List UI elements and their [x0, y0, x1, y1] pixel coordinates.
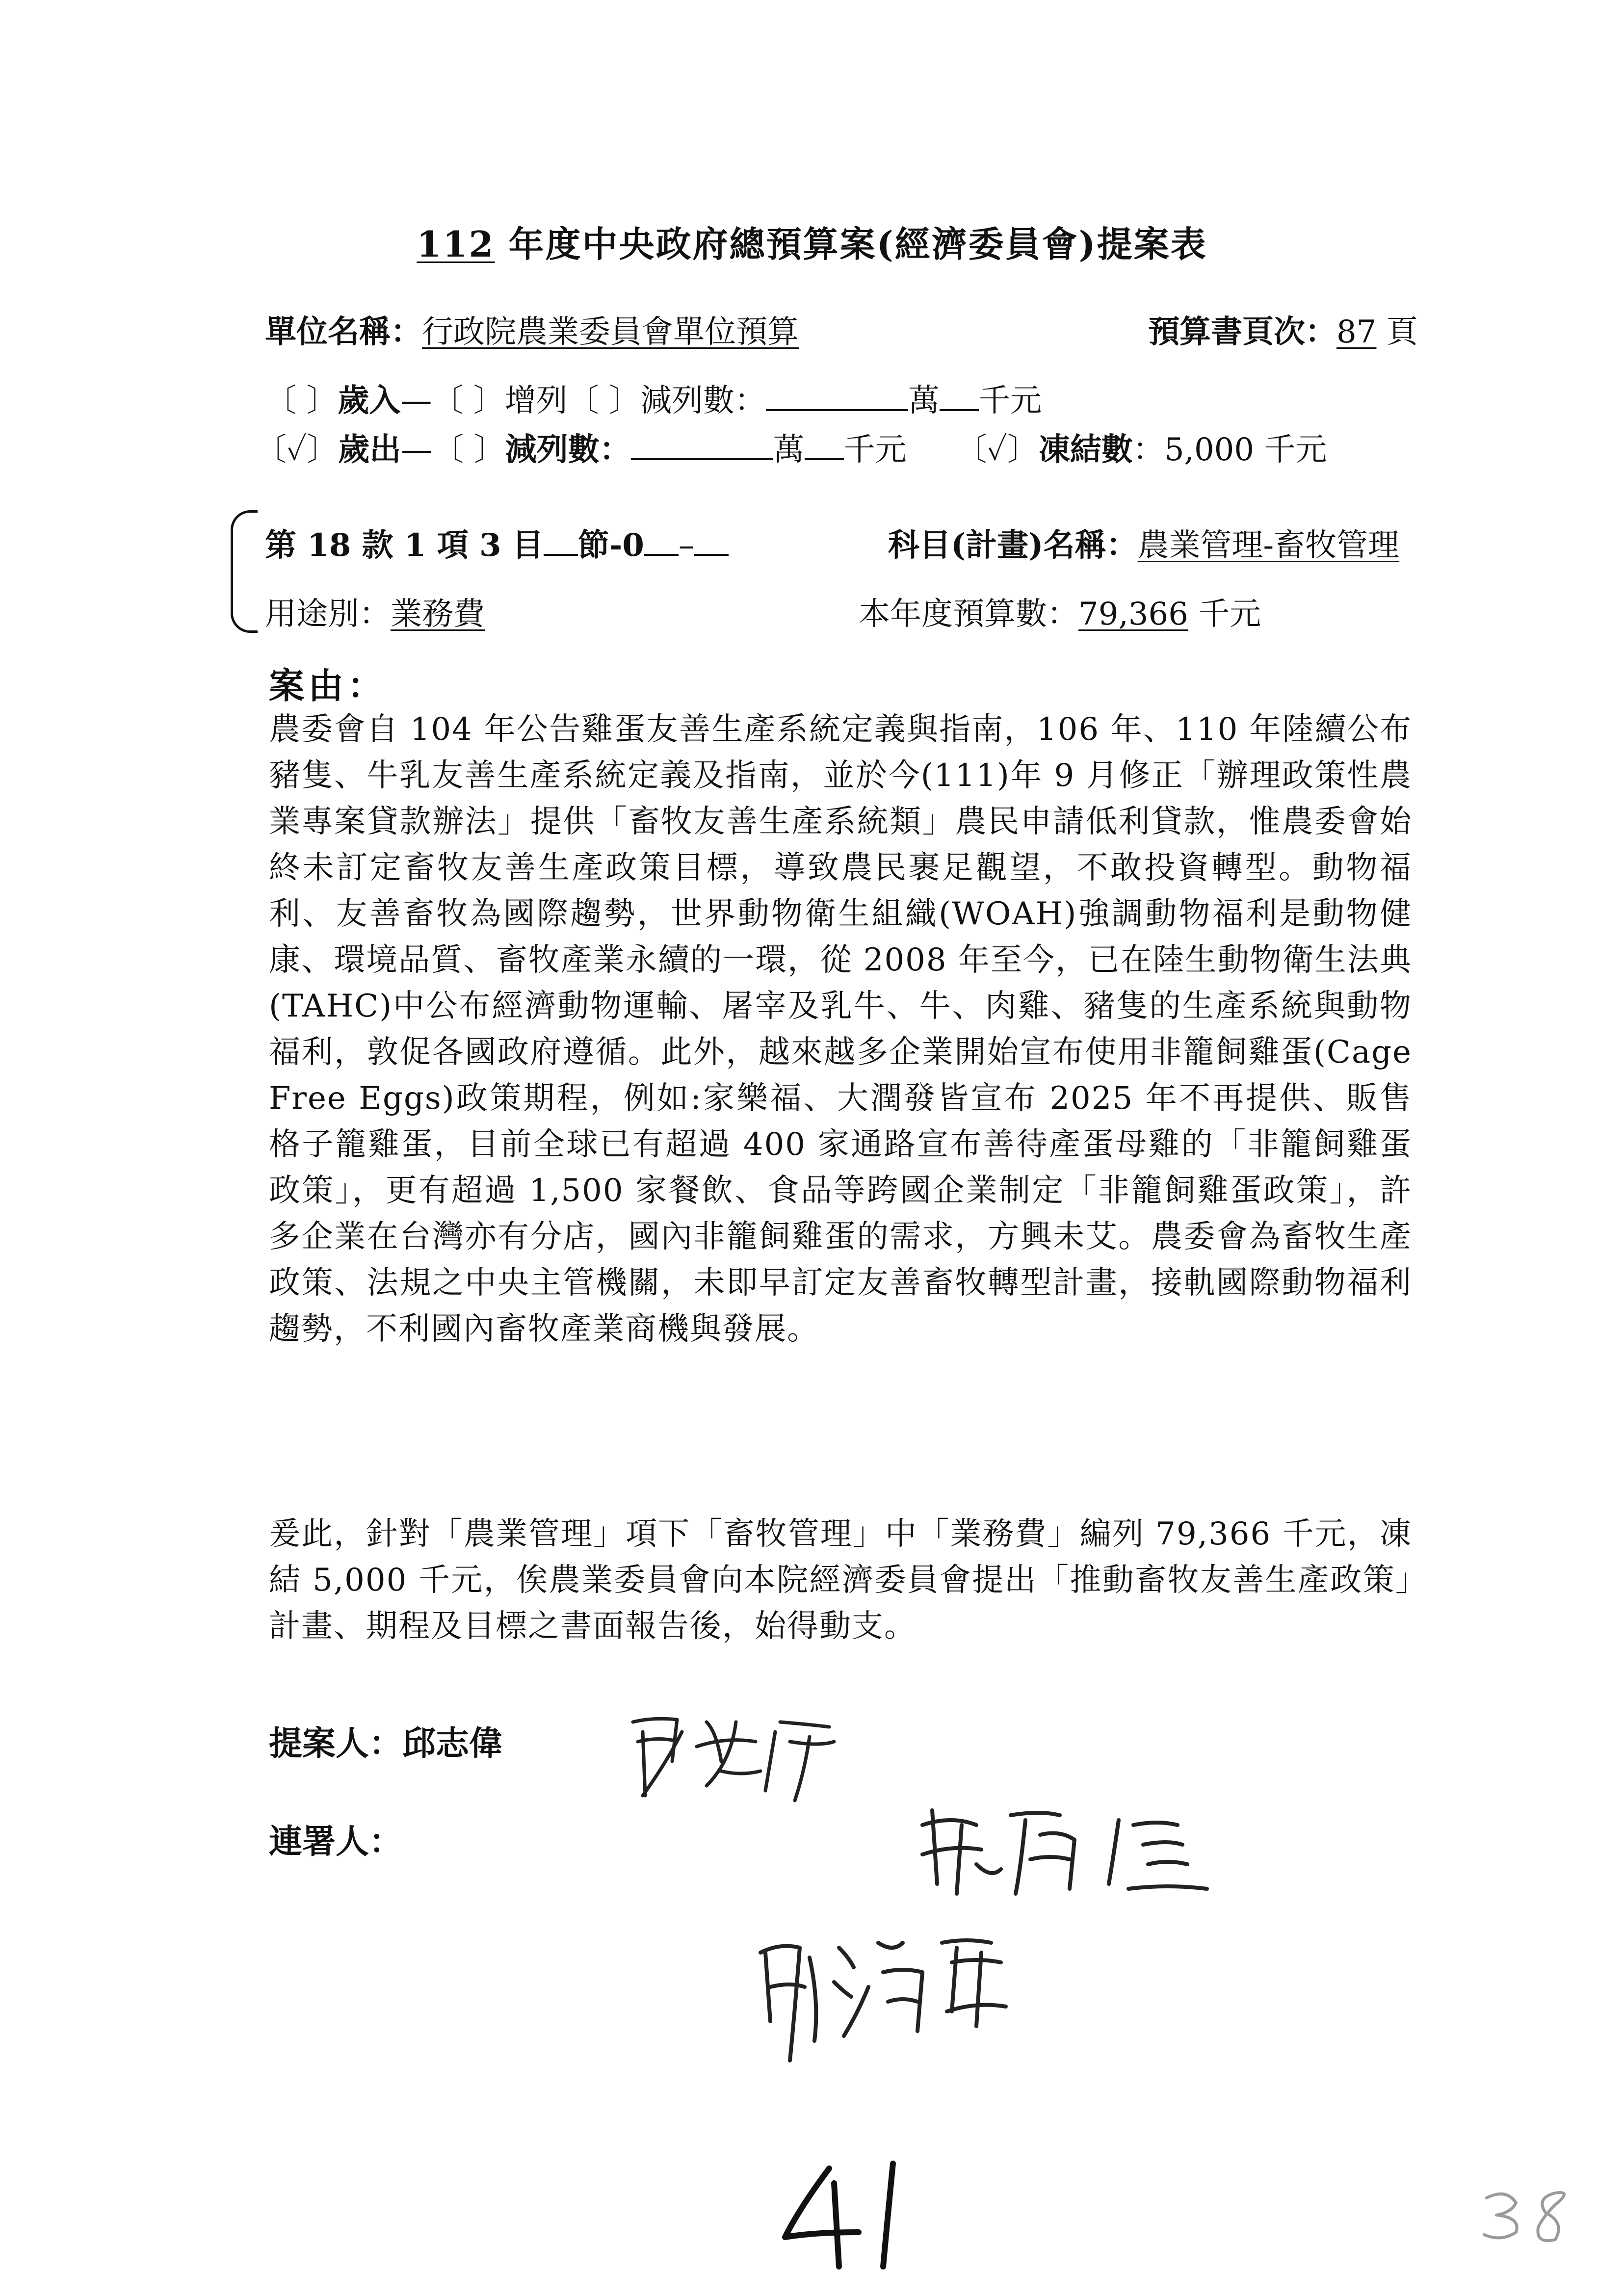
revenue-wan-unit: 萬 — [908, 383, 940, 419]
budget-page-value: 87 — [1336, 314, 1377, 350]
expenditure-dash: — — [401, 432, 433, 468]
reason-paragraph-2: 爰此，針對「農業管理」項下「畜牧管理」中「業務費」編列 79,366 千元，凍結 5,000 千元，俟農業委員會向本院經濟委員會提出「推動畜牧友善生產政策」計畫、期程及目標之書面報告後，始得動支。 — [269, 1516, 1412, 1644]
subject-value: 農業管理-畜牧管理 — [1137, 527, 1400, 564]
item-brace — [231, 510, 258, 633]
item-tail: – — [678, 527, 694, 564]
proposer-label: 提案人： — [269, 1724, 403, 1763]
revenue-qian-unit: 千元 — [979, 383, 1042, 419]
page-mark — [1477, 2178, 1590, 2252]
budget-page-suffix: 頁 — [1376, 314, 1418, 350]
revenue-label: 歲入 — [338, 382, 401, 419]
subject-label: 科目(計畫)名稱： — [888, 527, 1138, 564]
freeze-checkbox-checked: 〔✓〕 — [955, 432, 1039, 468]
revenue-row — [265, 375, 1042, 420]
expenditure-decrease-checkbox: 〔 〕 — [432, 432, 505, 468]
item-jie: 節-0 — [577, 527, 644, 564]
revenue-decrease-checkbox: 〔 〕 — [567, 383, 641, 419]
usage-label: 用途別： — [265, 596, 391, 632]
expenditure-qian-unit: 千元 — [843, 432, 907, 468]
unit-row — [265, 307, 799, 352]
proposer-name: 邱志偉 — [402, 1724, 503, 1763]
item-kuan: 第 18 款 1 項 3 目 — [265, 527, 544, 564]
cosigner-signature-1 — [913, 1796, 1217, 1908]
freeze-label: 凍結數 — [1038, 431, 1133, 468]
revenue-increase-checkbox: 〔 〕 — [432, 383, 505, 419]
proposer-signature — [623, 1702, 849, 1810]
item-mu-blank — [544, 527, 578, 556]
item-jie-blank — [644, 527, 679, 556]
cosigner-row — [269, 1815, 402, 1863]
subject-row — [888, 520, 1399, 565]
expenditure-label: 歲出 — [338, 431, 401, 468]
item-tail-blank — [694, 527, 729, 556]
revenue-decrease-label: 減列數： — [640, 383, 766, 419]
title-text: 年度中央政府總預算案(經濟委員會)提案表 — [495, 223, 1207, 265]
handwritten-number — [770, 2154, 927, 2271]
unit-value: 行政院農業委員會單位預算 — [422, 314, 799, 350]
annual-budget-value: 79,366 — [1078, 596, 1188, 632]
usage-value: 業務費 — [391, 596, 485, 632]
expenditure-decrease-label: 減列數： — [505, 431, 631, 468]
revenue-dash: — — [400, 383, 432, 419]
reason-paragraph-1: 農委會自 104 年公告雞蛋友善生產系統定義與指南，106 年、110 年陸續公布豬隻、牛乳友善生產系統定義及指南，並於今(111)年 9 月修正「辦理政策性農業專案貸款辦法」提供「畜牧友善生產系統類」農民申請低利貸款，惟農委會始終未訂定畜牧友善生產政策目標，導致農民裹足觀望，不敢投資轉型。動物福利、友善畜牧為國際趨勢，世界動物衛生組織(WOAH)強調動物福利是動物健康、環境品質、畜牧產業永續的一環，從 2008 年至今，已在陸生動物衛生法典(TAHC)中公布經濟動物運輸、屠宰及乳牛、牛、肉雞、豬隻的生產系統與動物福利，敦促各國政府遵循。此外，越來越多企業開始宣布使用非籠飼雞蛋(Cage Free Eggs)政策期程，例如:家樂福、大潤發皆宣布 2025 年不再提供、販售格子籠雞蛋，目前全球已有超過 400 家通路宣布善待產蛋母雞的「非籠飼雞蛋政策」，更有超過 1,500 家餐飲、食品等跨國企業制定「非籠飼雞蛋政策」，許多企業在台灣亦有分店，國內非籠飼雞蛋的需求，方興未艾。農委會為畜牧生產政策、法規之中央主管機關，未即早訂定友善畜牧轉型計畫，接軌國際動物福利趨勢，不利國內畜牧產業商機與發展。 — [269, 711, 1412, 1347]
budget-page-row — [1148, 307, 1418, 352]
cosigner-signature-2 — [746, 1913, 1021, 2070]
revenue-qian-blank — [940, 383, 979, 411]
page-mark-text: 38 — [1477, 2178, 1478, 2179]
revenue-increase-label: 增列 — [504, 383, 568, 419]
cosigner-label: 連署人： — [269, 1822, 403, 1861]
expenditure-wan-blank — [631, 432, 773, 460]
annual-budget-label: 本年度預算數： — [859, 596, 1078, 632]
item-row — [265, 520, 729, 565]
revenue-wan-blank — [766, 383, 908, 411]
unit-label: 單位名稱： — [265, 313, 422, 350]
expenditure-qian-blank — [805, 432, 844, 460]
revenue-checkbox: 〔 〕 — [265, 383, 338, 419]
annual-budget-unit: 千元 — [1188, 596, 1261, 632]
expenditure-row — [255, 424, 1327, 470]
title-year: 112 — [417, 223, 495, 265]
usage-row — [265, 589, 485, 634]
freeze-value: ：5,000 千元 — [1132, 432, 1327, 468]
expenditure-checkbox-checked: 〔✓〕 — [255, 432, 339, 468]
budget-page-label: 預算書頁次： — [1148, 313, 1336, 350]
reason-heading: 案由： — [269, 665, 387, 706]
form-title — [0, 216, 1624, 267]
proposer-row — [269, 1717, 502, 1765]
expenditure-wan-unit: 萬 — [773, 432, 805, 468]
annual-budget-row — [859, 589, 1261, 634]
